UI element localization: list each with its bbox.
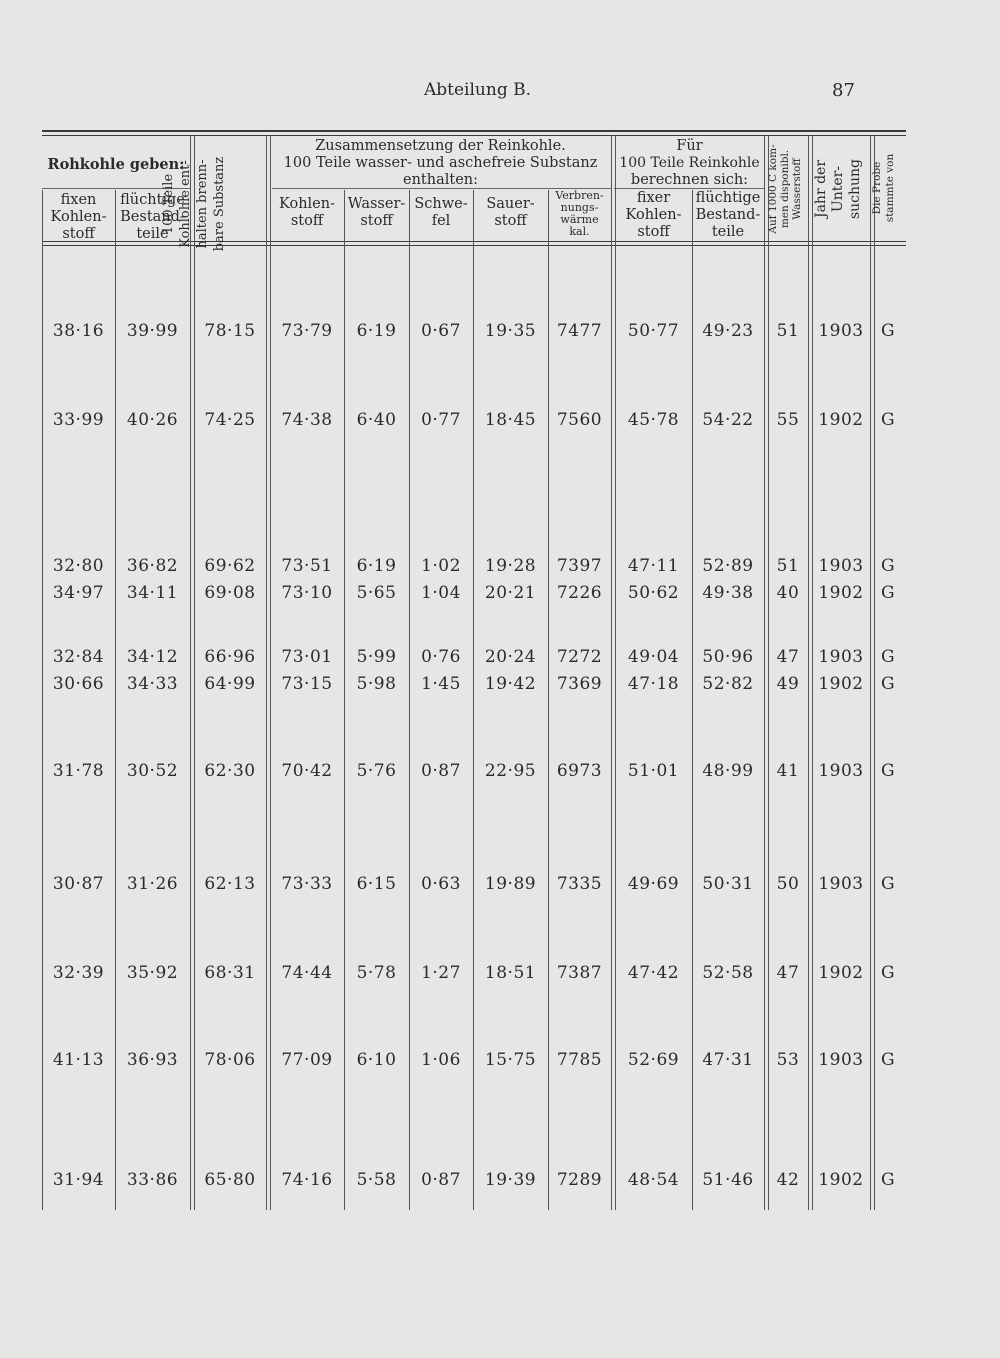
header-waerme: Verbren- nungs- wärme kal. xyxy=(555,189,604,238)
cell-verbrennungswaerme: 6973 xyxy=(556,761,603,781)
fuer-sub1: 100 Teile Reinkohle xyxy=(619,155,760,171)
cell-sauerstoff: 19·35 xyxy=(484,321,537,341)
cell-fixen-kohlenstoff: 34·97 xyxy=(52,583,105,603)
cell-wasserstoff: 6·10 xyxy=(356,1050,397,1070)
cell-fluechtige-bestandteile: 30·52 xyxy=(126,761,179,781)
cell-wasserstoff: 6·19 xyxy=(356,321,397,341)
cell-schwefel: 1·06 xyxy=(421,1050,461,1070)
cell-probe-herkunft: G xyxy=(880,874,896,894)
cell-disponibler-wasserstoff: 55 xyxy=(776,410,800,430)
cell-fixen-kohlenstoff: 41·13 xyxy=(52,1050,105,1070)
table-row xyxy=(0,1170,1000,1194)
table-row xyxy=(0,963,1000,987)
cell-fluechtige-bestandteile: 34·11 xyxy=(126,583,179,603)
cell-sauerstoff: 20·24 xyxy=(484,647,537,667)
cell-rein-fluechtige-bestandteile: 54·22 xyxy=(702,410,754,430)
col-divider xyxy=(808,135,809,1210)
cell-fluechtige-bestandteile: 35·92 xyxy=(126,963,179,983)
cell-kohlenstoff: 74·44 xyxy=(281,963,333,983)
cell-disponibler-wasserstoff: 53 xyxy=(776,1050,800,1070)
cell-rein-fixer-kohlenstoff: 49·04 xyxy=(627,647,680,667)
cell-fluechtige-bestandteile: 34·33 xyxy=(126,674,179,694)
cell-schwefel: 0·77 xyxy=(421,410,461,430)
cell-verbrennungswaerme: 7369 xyxy=(556,674,603,694)
cell-fixen-kohlenstoff: 33·99 xyxy=(52,410,105,430)
cell-rein-fluechtige-bestandteile: 50·31 xyxy=(702,874,754,894)
cell-wasserstoff: 5·78 xyxy=(356,963,397,983)
cell-fluechtige-bestandteile: 34·12 xyxy=(126,647,179,667)
cell-verbrennungswaerme: 7785 xyxy=(556,1050,603,1070)
table-row xyxy=(0,647,1000,671)
cell-fluechtige-bestandteile: 36·93 xyxy=(126,1050,179,1070)
table-row xyxy=(0,1050,1000,1074)
header-brennbar: 100 Teile Kohlohle ent- halten brenn- bare Substanz xyxy=(161,156,227,252)
header-fuer-fixer: fixer Kohlen- stoff xyxy=(625,190,682,240)
cell-rein-fluechtige-bestandteile: 52·89 xyxy=(702,556,754,576)
fuer-sub2: berechnen sich: xyxy=(630,172,749,188)
cell-fluechtige-bestandteile: 39·99 xyxy=(126,321,179,341)
col-divider xyxy=(615,135,616,1210)
cell-rein-fixer-kohlenstoff: 51·01 xyxy=(627,761,680,781)
table-row xyxy=(0,583,1000,607)
cell-kohlenstoff: 77·09 xyxy=(281,1050,333,1070)
cell-sauerstoff: 19·89 xyxy=(484,874,537,894)
cell-verbrennungswaerme: 7560 xyxy=(556,410,603,430)
cell-verbrennungswaerme: 7272 xyxy=(556,647,603,667)
cell-wasserstoff: 6·19 xyxy=(356,556,397,576)
cell-disponibler-wasserstoff: 42 xyxy=(776,1170,800,1190)
cell-schwefel: 0·87 xyxy=(421,761,461,781)
cell-kohlenstoff: 74·38 xyxy=(281,410,333,430)
cell-sauerstoff: 20·21 xyxy=(484,583,537,603)
cell-brennbare-substanz: 69·08 xyxy=(204,583,256,603)
cell-kohlenstoff: 74·16 xyxy=(281,1170,333,1190)
cell-jahr-der-untersuchung: 1903 xyxy=(818,647,864,667)
col-divider xyxy=(870,135,871,1210)
cell-fixen-kohlenstoff: 32·80 xyxy=(52,556,105,576)
table-row xyxy=(0,556,1000,580)
cell-sauerstoff: 22·95 xyxy=(484,761,537,781)
header-disponibel: Auf 1000 C kom- men disponibl. Wasserstoff xyxy=(767,144,803,234)
rohkohle-title: Rohkohle geben: xyxy=(47,156,185,173)
cell-brennbare-substanz: 62·13 xyxy=(204,874,256,894)
cell-kohlenstoff: 73·33 xyxy=(281,874,333,894)
cell-wasserstoff: 5·98 xyxy=(356,674,397,694)
cell-sauerstoff: 19·39 xyxy=(484,1170,537,1190)
cell-jahr-der-untersuchung: 1902 xyxy=(818,963,864,983)
cell-disponibler-wasserstoff: 51 xyxy=(776,556,800,576)
cell-schwefel: 0·76 xyxy=(421,647,461,667)
cell-probe-herkunft: G xyxy=(880,1170,896,1190)
header-fixen: fixen Kohlen- stoff xyxy=(50,192,107,242)
running-head xyxy=(0,80,1000,106)
table-row xyxy=(0,674,1000,698)
col-divider xyxy=(190,135,191,1210)
reinkohle-sub2: enthalten: xyxy=(403,172,478,188)
cell-brennbare-substanz: 62·30 xyxy=(204,761,256,781)
cell-rein-fluechtige-bestandteile: 49·38 xyxy=(702,583,754,603)
section-label: Abteilung B. xyxy=(424,80,532,100)
cell-rein-fixer-kohlenstoff: 45·78 xyxy=(627,410,680,430)
cell-brennbare-substanz: 64·99 xyxy=(204,674,256,694)
table-row xyxy=(0,761,1000,785)
cell-disponibler-wasserstoff: 41 xyxy=(776,761,800,781)
cell-jahr-der-untersuchung: 1903 xyxy=(818,556,864,576)
cell-disponibler-wasserstoff: 40 xyxy=(776,583,800,603)
cell-rein-fixer-kohlenstoff: 48·54 xyxy=(627,1170,680,1190)
cell-sauerstoff: 15·75 xyxy=(484,1050,537,1070)
fuer-title: Für xyxy=(676,138,703,154)
cell-rein-fixer-kohlenstoff: 52·69 xyxy=(627,1050,680,1070)
header-fuer-fluechtige: flüchtige Bestand- teile xyxy=(695,190,761,240)
cell-jahr-der-untersuchung: 1903 xyxy=(818,321,864,341)
cell-verbrennungswaerme: 7335 xyxy=(556,874,603,894)
table-row xyxy=(0,321,1000,345)
col-divider xyxy=(812,135,813,1210)
cell-fixen-kohlenstoff: 31·94 xyxy=(52,1170,105,1190)
cell-disponibler-wasserstoff: 50 xyxy=(776,874,800,894)
cell-kohlenstoff: 73·01 xyxy=(281,647,333,667)
cell-probe-herkunft: G xyxy=(880,321,896,341)
reinkohle-sub1: 100 Teile wasser- und aschefreie Substanz xyxy=(283,155,598,171)
cell-verbrennungswaerme: 7477 xyxy=(556,321,603,341)
cell-fluechtige-bestandteile: 31·26 xyxy=(126,874,179,894)
col-divider xyxy=(270,135,271,1210)
cell-fluechtige-bestandteile: 36·82 xyxy=(126,556,179,576)
reinkohle-title: Zusammensetzung der Reinkohle. xyxy=(315,138,566,154)
cell-brennbare-substanz: 69·62 xyxy=(204,556,256,576)
cell-rein-fluechtige-bestandteile: 47·31 xyxy=(702,1050,754,1070)
cell-kohlenstoff: 73·15 xyxy=(281,674,333,694)
cell-jahr-der-untersuchung: 1902 xyxy=(818,674,864,694)
cell-jahr-der-untersuchung: 1902 xyxy=(818,1170,864,1190)
cell-sauerstoff: 19·42 xyxy=(484,674,537,694)
cell-brennbare-substanz: 65·80 xyxy=(204,1170,256,1190)
cell-disponibler-wasserstoff: 47 xyxy=(776,647,800,667)
cell-schwefel: 1·02 xyxy=(421,556,461,576)
cell-rein-fluechtige-bestandteile: 50·96 xyxy=(702,647,754,667)
cell-sauerstoff: 18·45 xyxy=(484,410,537,430)
cell-fixen-kohlenstoff: 31·78 xyxy=(52,761,105,781)
table-top-rule xyxy=(42,130,906,132)
cell-probe-herkunft: G xyxy=(880,556,896,576)
cell-jahr-der-untersuchung: 1903 xyxy=(818,1050,864,1070)
header-wasserstoff: Wasser- stoff xyxy=(347,196,406,229)
cell-wasserstoff: 5·99 xyxy=(356,647,397,667)
cell-wasserstoff: 6·40 xyxy=(356,410,397,430)
cell-schwefel: 0·67 xyxy=(421,321,461,341)
header-schwefel: Schwe- fel xyxy=(414,196,468,229)
cell-jahr-der-untersuchung: 1903 xyxy=(818,761,864,781)
cell-rein-fixer-kohlenstoff: 49·69 xyxy=(627,874,680,894)
col-divider xyxy=(764,135,765,1210)
cell-rein-fluechtige-bestandteile: 52·82 xyxy=(702,674,754,694)
cell-disponibler-wasserstoff: 51 xyxy=(776,321,800,341)
cell-fixen-kohlenstoff: 32·39 xyxy=(52,963,105,983)
cell-kohlenstoff: 73·10 xyxy=(281,583,333,603)
cell-disponibler-wasserstoff: 47 xyxy=(776,963,800,983)
cell-verbrennungswaerme: 7289 xyxy=(556,1170,603,1190)
cell-rein-fluechtige-bestandteile: 49·23 xyxy=(702,321,754,341)
cell-fluechtige-bestandteile: 33·86 xyxy=(126,1170,179,1190)
cell-kohlenstoff: 73·79 xyxy=(281,321,333,341)
cell-probe-herkunft: G xyxy=(880,1050,896,1070)
cell-wasserstoff: 5·58 xyxy=(356,1170,397,1190)
cell-probe-herkunft: G xyxy=(880,410,896,430)
cell-fixen-kohlenstoff: 32·84 xyxy=(52,647,105,667)
cell-fixen-kohlenstoff: 30·87 xyxy=(52,874,105,894)
cell-brennbare-substanz: 78·06 xyxy=(204,1050,256,1070)
cell-wasserstoff: 6·15 xyxy=(356,874,397,894)
cell-rein-fixer-kohlenstoff: 47·11 xyxy=(627,556,680,576)
col-divider xyxy=(266,135,267,1210)
table-row xyxy=(0,410,1000,434)
cell-probe-herkunft: G xyxy=(880,674,896,694)
cell-schwefel: 1·27 xyxy=(421,963,461,983)
header-fluechtige: flüchtige Bestand- teile xyxy=(120,192,185,242)
cell-jahr-der-untersuchung: 1902 xyxy=(818,410,864,430)
cell-jahr-der-untersuchung: 1903 xyxy=(818,874,864,894)
cell-schwefel: 0·63 xyxy=(421,874,461,894)
cell-fluechtige-bestandteile: 40·26 xyxy=(126,410,179,430)
header-sauerstoff: Sauer- stoff xyxy=(486,196,535,229)
cell-rein-fixer-kohlenstoff: 50·62 xyxy=(627,583,680,603)
header-probe: Die Probe stammte von xyxy=(871,153,896,223)
header-jahr: Jahr der Unter- suchung xyxy=(813,158,863,220)
cell-wasserstoff: 5·65 xyxy=(356,583,397,603)
cell-probe-herkunft: G xyxy=(880,647,896,667)
cell-brennbare-substanz: 66·96 xyxy=(204,647,256,667)
cell-rein-fluechtige-bestandteile: 52·58 xyxy=(702,963,754,983)
cell-schwefel: 0·87 xyxy=(421,1170,461,1190)
cell-probe-herkunft: G xyxy=(880,963,896,983)
cell-wasserstoff: 5·76 xyxy=(356,761,397,781)
col-divider xyxy=(874,135,875,1210)
cell-brennbare-substanz: 78·15 xyxy=(204,321,256,341)
col-divider xyxy=(194,135,195,1210)
page-number: 87 xyxy=(832,80,855,101)
cell-schwefel: 1·45 xyxy=(421,674,461,694)
cell-schwefel: 1·04 xyxy=(421,583,461,603)
cell-brennbare-substanz: 74·25 xyxy=(204,410,256,430)
col-divider xyxy=(768,135,769,1210)
cell-disponibler-wasserstoff: 49 xyxy=(776,674,800,694)
cell-rein-fluechtige-bestandteile: 48·99 xyxy=(702,761,754,781)
cell-fixen-kohlenstoff: 30·66 xyxy=(52,674,105,694)
cell-rein-fluechtige-bestandteile: 51·46 xyxy=(702,1170,754,1190)
cell-rein-fixer-kohlenstoff: 47·42 xyxy=(627,963,680,983)
cell-fixen-kohlenstoff: 38·16 xyxy=(52,321,105,341)
col-divider xyxy=(611,135,612,1210)
cell-rein-fixer-kohlenstoff: 50·77 xyxy=(627,321,680,341)
cell-sauerstoff: 19·28 xyxy=(484,556,537,576)
header-kohlenstoff: Kohlen- stoff xyxy=(279,196,335,229)
cell-sauerstoff: 18·51 xyxy=(484,963,537,983)
cell-jahr-der-untersuchung: 1902 xyxy=(818,583,864,603)
cell-rein-fixer-kohlenstoff: 47·18 xyxy=(627,674,680,694)
cell-brennbare-substanz: 68·31 xyxy=(204,963,256,983)
cell-kohlenstoff: 73·51 xyxy=(281,556,333,576)
cell-verbrennungswaerme: 7226 xyxy=(556,583,603,603)
cell-verbrennungswaerme: 7387 xyxy=(556,963,603,983)
cell-probe-herkunft: G xyxy=(880,761,896,781)
table-row xyxy=(0,874,1000,898)
cell-probe-herkunft: G xyxy=(880,583,896,603)
cell-kohlenstoff: 70·42 xyxy=(281,761,333,781)
cell-verbrennungswaerme: 7397 xyxy=(556,556,603,576)
